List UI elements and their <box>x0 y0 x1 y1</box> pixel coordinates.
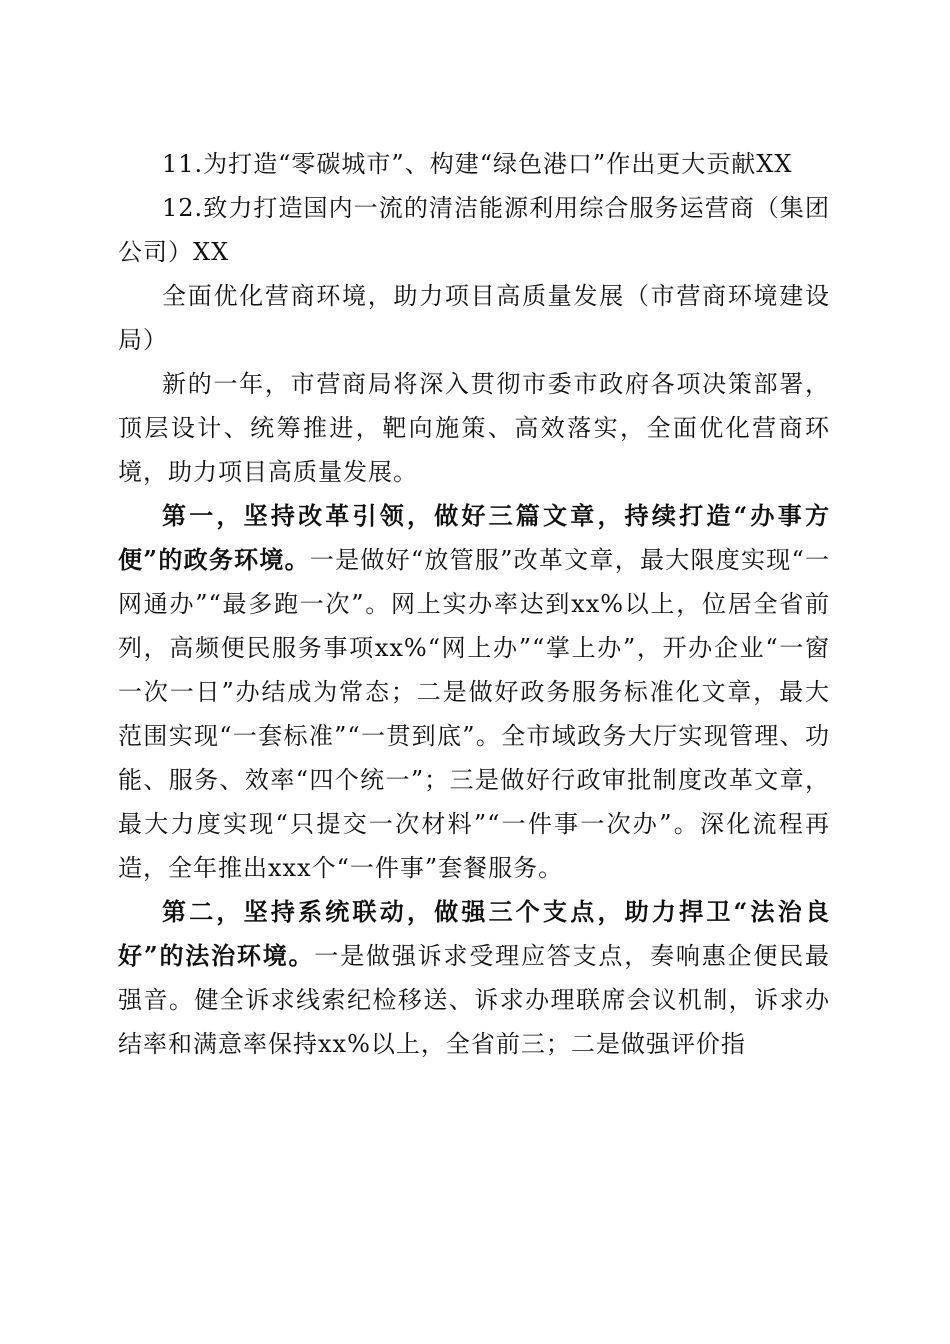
paragraph-item-12 <box>118 186 830 274</box>
paragraph-text: 新的一年，市营商局将深入贯彻市委市政府各项决策部署，顶层设计、统筹推进，靶向施策、高效落实，全面优化营商环境，助力项目高质量发展。 <box>118 370 830 486</box>
point-two-body: 一是做强诉求受理应答支点，奏响惠企便民最强音。健全诉求线索纪检移送、诉求办理联席会议机制，诉求办结率和满意率保持xx%以上，全省前三；二是做强评价指 <box>118 942 831 1058</box>
point-one-body: 一是做好“放管服”改革文章，最大限度实现“一网通办”“最多跑一次”。网上实办率达到xx%以上，位居全省前列，高频便民服务事项xx%“网上办”“掌上办”，开办企业“一窗一次一日”办结成为常态；二是做好政务服务标准化文章，最大范围实现“一套标准”“一贯到底”。全市域政务大厅实现管理、功能、服务、效率“四个统一”；三是做好行政审批制度改革文章，最大力度实现“只提交一次材料”“一件事一次办”。深化流程再造，全年推出xxx个“一件事”套餐服务。 <box>118 546 830 882</box>
paragraph-item-11 <box>118 142 830 186</box>
paragraph-text: 11.为打造“零碳城市”、构建“绿色港口”作出更大贡献XX <box>162 150 793 178</box>
section-heading <box>118 274 830 362</box>
point-one-paragraph <box>118 494 830 890</box>
intro-paragraph <box>118 362 830 494</box>
paragraph-text: 12.致力打造国内一流的清洁能源利用综合服务运营商（集团公司）XX <box>118 194 830 266</box>
point-one-lead: 第一，坚持改革引领，做好三篇文章，持续打造“办事方便”的政务环境。 <box>118 501 830 574</box>
document-body <box>118 142 830 1066</box>
point-two-paragraph <box>118 890 830 1066</box>
section-heading-text: 全面优化营商环境，助力项目高质量发展（市营商环境建设局） <box>118 282 830 354</box>
point-two-lead: 第二，坚持系统联动，做强三个支点，助力捍卫“法治良好”的法治环境。 <box>118 897 830 970</box>
